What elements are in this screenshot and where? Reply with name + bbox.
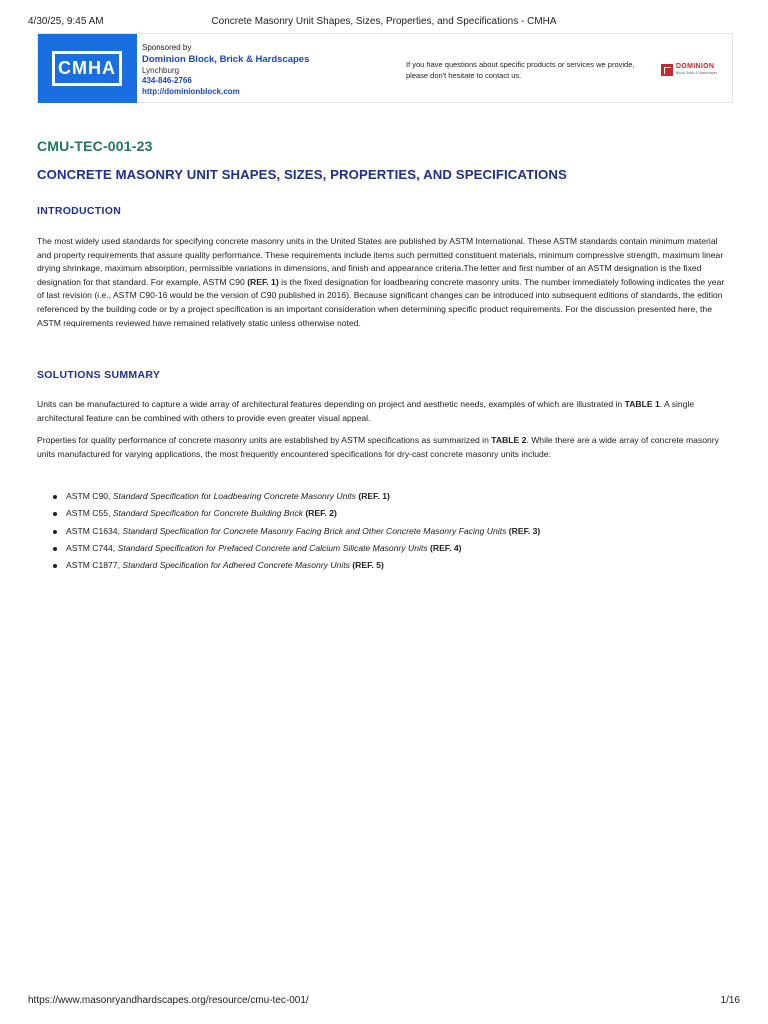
astm-spec-list — [37, 488, 731, 574]
sponsor-url-link[interactable]: http://dominionblock.com — [142, 86, 240, 96]
list-item — [37, 557, 731, 574]
introduction-heading: INTRODUCTION — [37, 205, 122, 217]
sponsored-by-label: Sponsored by — [142, 43, 192, 52]
sponsor-message: If you have questions about specific products or services we provide, please don't hesitate to contact us. — [406, 60, 635, 80]
spec-title: Standard Specification for Loadbearing Concrete Masonry Units — [112, 491, 356, 501]
print-header — [28, 16, 740, 30]
summary-text-part: . A single architectural feature can be combined with others to provide even greater visual appeal. — [37, 399, 695, 423]
sponsor-city: Lynchburg — [142, 65, 180, 75]
summary-text-part: . While there are a wide array of concrete masonry units manufactured for varying applications, the most frequently encountered specifications for dry-cast concrete masonry units include: — [37, 435, 719, 459]
spec-title: Standard Specification for Prefaced Concrete and Calcium Silicate Masonry Units — [117, 542, 428, 553]
intro-text-part: The most widely used standards for specifying concrete masonry units in the United States are published by ASTM International. These ASTM standards contain minimum material and property requirements that assure quality performance. These requirements include items such permitted constituent materials, minimum compressive strength, maximum linear drying shrinkage, maximum absorption, permissible variations in dimensions, and finish and appearance criteria.The letter and first number of an ASTM designation is the fixed designation for that standard. For example, ASTM C90 — [37, 236, 724, 287]
intro-ref-link[interactable]: (REF. 1) — [247, 276, 279, 287]
sponsor-banner — [37, 33, 733, 103]
spec-code: ASTM C1634, — [66, 525, 123, 536]
solutions-summary-heading: SOLUTIONS SUMMARY — [37, 369, 161, 381]
intro-text-part: is the fixed designation for loadbearing concrete masonry units. The number immediately following indicates the year of last revision (i.e., ASTM C90-16 would be the version of C90 published in 2016). Because significant changes can be introduced into subsequent editions of standards, the edition referenced by the building code or by a project specification is an important consideration when determining specific product requirements. For the discussion presented here, the ASTM requirements reviewed have remained relatively static unless otherwise noted. — [37, 276, 725, 328]
page-number: 1/16 — [720, 995, 740, 1006]
summary-paragraph-2 — [37, 434, 731, 461]
dominion-logo-icon — [661, 64, 673, 76]
list-item — [37, 523, 731, 540]
print-datetime: 4/30/25, 9:45 AM — [28, 16, 104, 27]
sponsor-phone-link[interactable]: 434-846-2766 — [142, 76, 192, 85]
cmha-logo[interactable] — [38, 34, 137, 103]
list-item — [37, 540, 731, 557]
spec-title: Standard Specfiication for Concrete Masonry Facing Brick and Other Concrete Masonry Facing Units — [122, 525, 507, 536]
dominion-logo-subtitle: Block, Brick & Hardscapes — [676, 71, 718, 75]
sponsor-name-link[interactable]: Dominion Block, Brick & Hardscapes — [142, 53, 310, 65]
list-item — [37, 505, 731, 522]
cmha-logo-text: CMHA — [58, 58, 116, 78]
spec-code: ASTM C1877, — [66, 560, 123, 571]
dominion-logo-name: DOMINION — [676, 63, 715, 70]
sponsor-info — [142, 43, 309, 97]
page-title: CONCRETE MASONRY UNIT SHAPES, SIZES, PROPERTIES, AND SPECIFICATIONS — [37, 167, 567, 182]
spec-code: ASTM C55, — [66, 508, 113, 519]
spec-ref-link[interactable]: (REF. 3) — [506, 525, 541, 536]
spec-title: Standard Specification for Adhered Concrete Masonry Units — [122, 560, 350, 571]
dominion-logo[interactable] — [661, 63, 719, 77]
spec-ref-link[interactable]: (REF. 5) — [349, 560, 384, 571]
spec-code: ASTM C90, — [66, 491, 113, 501]
cmha-logo-frame — [52, 51, 122, 86]
print-url: https://www.masonryandhardscapes.org/resource/cmu-tec-001/ — [28, 995, 309, 1006]
introduction-paragraph — [37, 235, 731, 330]
spec-ref-link[interactable]: (REF. 4) — [427, 542, 462, 553]
spec-ref-link[interactable]: (REF. 1) — [355, 491, 390, 501]
document-code: CMU-TEC-001-23 — [37, 138, 153, 154]
spec-code: ASTM C744, — [66, 542, 118, 553]
summary-text-part: Units can be manufactured to capture a wide array of architectural features depending on project and aesthetic needs, examples of which are illustrated in — [37, 399, 625, 409]
table-1-link[interactable]: TABLE 1 — [624, 399, 660, 409]
summary-paragraph-1 — [37, 398, 731, 425]
print-page-title: Concrete Masonry Unit Shapes, Sizes, Properties, and Specifications - CMHA — [211, 16, 557, 27]
table-2-link[interactable]: TABLE 2 — [491, 435, 527, 445]
list-item — [37, 488, 731, 505]
summary-text-part: Properties for quality performance of concrete masonry units are established by ASTM specifications as summarized in — [37, 435, 492, 445]
spec-title: Standard Specification for Concrete Building Brick — [112, 508, 303, 519]
spec-ref-link[interactable]: (REF. 2) — [302, 508, 337, 519]
